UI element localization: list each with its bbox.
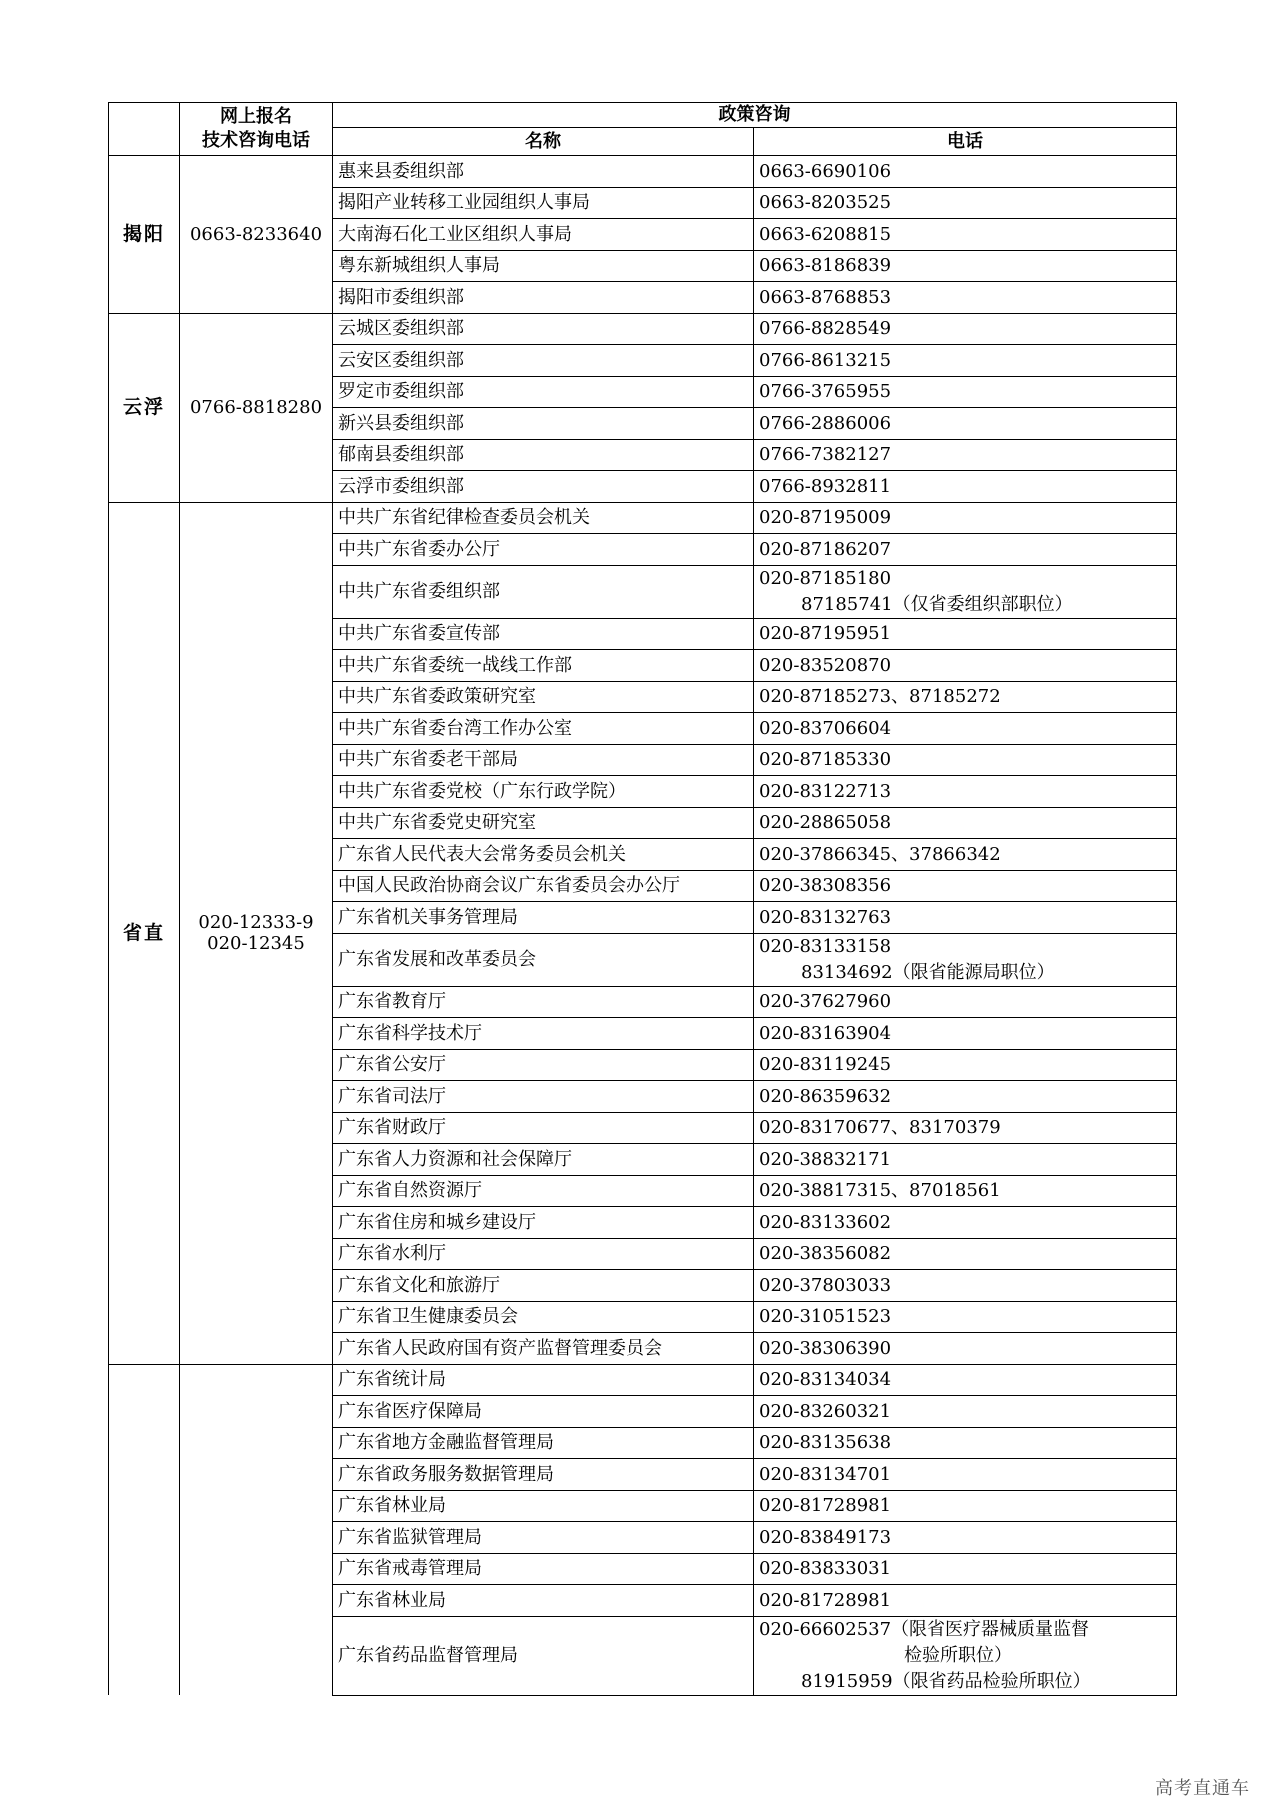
org-phone-cell — [754, 902, 1177, 934]
table-row — [109, 313, 1177, 345]
tech-phone: 020-12345 — [207, 933, 305, 954]
phone-line: 020-37627960 — [759, 991, 892, 1013]
phone-line: 020-83260321 — [759, 1400, 892, 1422]
header-policy-cell: 政策咨询 — [333, 103, 1177, 128]
org-phone-cell — [754, 839, 1177, 871]
org-name-cell: 广东省财政厅 — [333, 1112, 754, 1144]
phone-line: 0766-7382127 — [759, 444, 892, 466]
org-name-cell: 广东省地方金融监督管理局 — [333, 1427, 754, 1459]
region-cell: 揭阳 — [109, 156, 180, 314]
phone-line: 020-37866345、37866342 — [759, 843, 1001, 865]
org-phone-cell — [754, 618, 1177, 650]
phone-line: 020-38306390 — [759, 1337, 892, 1359]
phone-line: 020-87185273、87185272 — [759, 686, 1001, 708]
header-name-cell: 名称 — [333, 128, 754, 156]
phone-line: 020-66602537（限省医疗器械质量监督 — [759, 1618, 1090, 1640]
org-phone-cell — [754, 534, 1177, 566]
org-name-cell: 广东省人民代表大会常务委员会机关 — [333, 839, 754, 871]
org-name-cell: 云安区委组织部 — [333, 345, 754, 377]
org-phone-cell — [754, 744, 1177, 776]
phone-line: 0766-3765955 — [759, 381, 892, 403]
org-name-cell: 云浮市委组织部 — [333, 471, 754, 503]
phone-line: 020-83170677、83170379 — [759, 1117, 1001, 1139]
org-phone-cell — [754, 1301, 1177, 1333]
phone-line: 020-37803033 — [759, 1274, 892, 1296]
org-name-cell: 广东省卫生健康委员会 — [333, 1301, 754, 1333]
phone-line: 020-83119245 — [759, 1054, 892, 1076]
org-name-cell: 惠来县委组织部 — [333, 156, 754, 188]
phone-line: 83134692（限省能源局职位） — [801, 961, 1055, 983]
org-name-cell: 广东省科学技术厅 — [333, 1018, 754, 1050]
phone-line: 020-83135638 — [759, 1432, 892, 1454]
org-name-cell: 广东省监狱管理局 — [333, 1522, 754, 1554]
org-phone-cell — [754, 1238, 1177, 1270]
phone-line: 0663-8203525 — [759, 192, 892, 214]
org-phone-cell — [754, 1112, 1177, 1144]
org-phone-cell — [754, 565, 1177, 618]
phone-line: 020-83163904 — [759, 1022, 892, 1044]
org-phone-cell — [754, 408, 1177, 440]
phone-line: 87185741（仅省委组织部职位） — [801, 593, 1073, 615]
org-name-cell: 揭阳市委组织部 — [333, 282, 754, 314]
org-phone-cell — [754, 1490, 1177, 1522]
org-name-cell: 广东省药品监督管理局 — [333, 1616, 754, 1695]
org-name-cell: 中共广东省委统一战线工作部 — [333, 650, 754, 682]
org-name-cell: 广东省人力资源和社会保障厅 — [333, 1144, 754, 1176]
org-name-cell: 广东省发展和改革委员会 — [333, 933, 754, 986]
phone-line: 020-81728981 — [759, 1589, 892, 1611]
org-name-cell: 广东省文化和旅游厅 — [333, 1270, 754, 1302]
org-phone-cell — [754, 1364, 1177, 1396]
phone-line: 0766-8613215 — [759, 349, 892, 371]
phone-line: 0663-6208815 — [759, 223, 892, 245]
phone-line: 81915959（限省药品检验所职位） — [801, 1670, 1091, 1692]
org-phone-cell — [754, 439, 1177, 471]
org-phone-cell — [754, 1553, 1177, 1585]
org-phone-cell — [754, 502, 1177, 534]
org-name-cell: 中国人民政治协商会议广东省委员会办公厅 — [333, 870, 754, 902]
org-name-cell: 中共广东省委政策研究室 — [333, 681, 754, 713]
tech-phone-cell — [180, 156, 333, 314]
header-tech-line2: 技术咨询电话 — [202, 130, 310, 151]
org-name-cell: 广东省司法厅 — [333, 1081, 754, 1113]
org-name-cell: 广东省教育厅 — [333, 986, 754, 1018]
org-phone-cell — [754, 986, 1177, 1018]
org-phone-cell — [754, 219, 1177, 251]
org-name-cell: 广东省医疗保障局 — [333, 1396, 754, 1428]
phone-line: 020-38308356 — [759, 875, 892, 897]
phone-line: 020-83122713 — [759, 780, 892, 802]
org-phone-cell — [754, 376, 1177, 408]
org-name-cell: 郁南县委组织部 — [333, 439, 754, 471]
phone-line: 020-83706604 — [759, 717, 892, 739]
org-name-cell: 罗定市委组织部 — [333, 376, 754, 408]
phone-line: 0766-2886006 — [759, 412, 892, 434]
org-phone-cell — [754, 471, 1177, 503]
region-cell: 云浮 — [109, 313, 180, 502]
org-phone-cell — [754, 282, 1177, 314]
region-cell: 省直 — [109, 502, 180, 1364]
org-name-cell: 广东省机关事务管理局 — [333, 902, 754, 934]
org-phone-cell — [754, 650, 1177, 682]
org-name-cell: 中共广东省委老干部局 — [333, 744, 754, 776]
phone-line: 020-31051523 — [759, 1306, 892, 1328]
org-name-cell: 中共广东省纪律检查委员会机关 — [333, 502, 754, 534]
phone-line: 020-87185180 — [759, 567, 892, 589]
org-name-cell: 广东省公安厅 — [333, 1049, 754, 1081]
org-phone-cell — [754, 313, 1177, 345]
header-region-cell — [109, 103, 180, 156]
tech-phone-cell — [180, 313, 333, 502]
org-phone-cell — [754, 1427, 1177, 1459]
phone-line: 020-28865058 — [759, 812, 892, 834]
phone-line: 020-38832171 — [759, 1148, 892, 1170]
tech-phone: 0663-8233640 — [189, 223, 323, 245]
phone-line: 020-87185330 — [759, 749, 892, 771]
header-tech-cell — [180, 103, 333, 156]
header-row-1 — [109, 103, 1177, 128]
phone-line: 020-86359632 — [759, 1085, 892, 1107]
org-phone-cell — [754, 1396, 1177, 1428]
org-phone-cell — [754, 345, 1177, 377]
org-phone-cell — [754, 1049, 1177, 1081]
phone-line: 检验所职位） — [904, 1644, 1012, 1666]
org-phone-cell — [754, 1081, 1177, 1113]
org-phone-cell — [754, 1144, 1177, 1176]
org-phone-cell — [754, 933, 1177, 986]
table-row — [109, 1364, 1177, 1396]
org-name-cell: 广东省人民政府国有资产监督管理委员会 — [333, 1333, 754, 1365]
phone-line: 020-87195009 — [759, 507, 892, 529]
phone-line: 020-83520870 — [759, 654, 892, 676]
org-phone-cell — [754, 1522, 1177, 1554]
phone-line: 0766-8828549 — [759, 318, 892, 340]
org-name-cell: 中共广东省委办公厅 — [333, 534, 754, 566]
org-phone-cell — [754, 713, 1177, 745]
tech-phone-cell — [180, 502, 333, 1364]
table-row — [109, 502, 1177, 534]
phone-line: 020-81728981 — [759, 1495, 892, 1517]
phone-line: 020-87186207 — [759, 538, 892, 560]
org-phone-cell — [754, 681, 1177, 713]
org-phone-cell — [754, 156, 1177, 188]
org-name-cell: 广东省政务服务数据管理局 — [333, 1459, 754, 1491]
org-name-cell: 广东省住房和城乡建设厅 — [333, 1207, 754, 1239]
contact-table-body — [109, 103, 1177, 1696]
table-row — [109, 156, 1177, 188]
org-name-cell: 广东省林业局 — [333, 1490, 754, 1522]
org-phone-cell — [754, 187, 1177, 219]
org-name-cell: 云城区委组织部 — [333, 313, 754, 345]
phone-line: 020-87195951 — [759, 623, 892, 645]
org-name-cell: 中共广东省委党史研究室 — [333, 807, 754, 839]
phone-line: 020-83833031 — [759, 1558, 892, 1580]
org-phone-cell — [754, 1585, 1177, 1617]
contact-table — [108, 102, 1177, 1696]
org-phone-cell — [754, 1207, 1177, 1239]
phone-line: 020-38817315、87018561 — [759, 1180, 1001, 1202]
watermark: 高考直通车 — [1155, 1778, 1250, 1799]
org-name-cell: 揭阳产业转移工业园组织人事局 — [333, 187, 754, 219]
org-name-cell: 中共广东省委宣传部 — [333, 618, 754, 650]
tech-phone: 020-12333-9 — [198, 912, 314, 933]
org-name-cell: 中共广东省委组织部 — [333, 565, 754, 618]
phone-line: 020-83133158 — [759, 935, 892, 957]
org-name-cell: 广东省林业局 — [333, 1585, 754, 1617]
phone-line: 0663-6690106 — [759, 160, 892, 182]
org-phone-cell — [754, 1333, 1177, 1365]
phone-line: 0663-8768853 — [759, 286, 892, 308]
header-phone-cell: 电话 — [754, 128, 1177, 156]
phone-line: 020-83134034 — [759, 1369, 892, 1391]
org-name-cell: 大南海石化工业区组织人事局 — [333, 219, 754, 251]
org-phone-cell — [754, 250, 1177, 282]
org-name-cell: 广东省水利厅 — [333, 1238, 754, 1270]
org-name-cell: 新兴县委组织部 — [333, 408, 754, 440]
tech-phone-cell — [180, 1364, 333, 1695]
org-phone-cell — [754, 1270, 1177, 1302]
phone-line: 020-83132763 — [759, 906, 892, 928]
header-tech-line1: 网上报名 — [220, 106, 292, 127]
phone-line: 020-83134701 — [759, 1463, 892, 1485]
org-phone-cell — [754, 776, 1177, 808]
phone-line: 020-83133602 — [759, 1211, 892, 1233]
org-phone-cell — [754, 1616, 1177, 1695]
phone-line: 020-83849173 — [759, 1526, 892, 1548]
org-phone-cell — [754, 1175, 1177, 1207]
phone-line: 0766-8932811 — [759, 475, 892, 497]
org-name-cell: 中共广东省委党校（广东行政学院） — [333, 776, 754, 808]
org-name-cell: 广东省戒毒管理局 — [333, 1553, 754, 1585]
org-phone-cell — [754, 1459, 1177, 1491]
region-cell — [109, 1364, 180, 1695]
org-name-cell: 广东省自然资源厅 — [333, 1175, 754, 1207]
tech-phone: 0766-8818280 — [189, 397, 323, 418]
org-name-cell: 粤东新城组织人事局 — [333, 250, 754, 282]
org-phone-cell — [754, 870, 1177, 902]
org-name-cell: 广东省统计局 — [333, 1364, 754, 1396]
phone-line: 020-38356082 — [759, 1243, 892, 1265]
phone-line: 0663-8186839 — [759, 255, 892, 277]
org-phone-cell — [754, 807, 1177, 839]
org-name-cell: 中共广东省委台湾工作办公室 — [333, 713, 754, 745]
org-phone-cell — [754, 1018, 1177, 1050]
